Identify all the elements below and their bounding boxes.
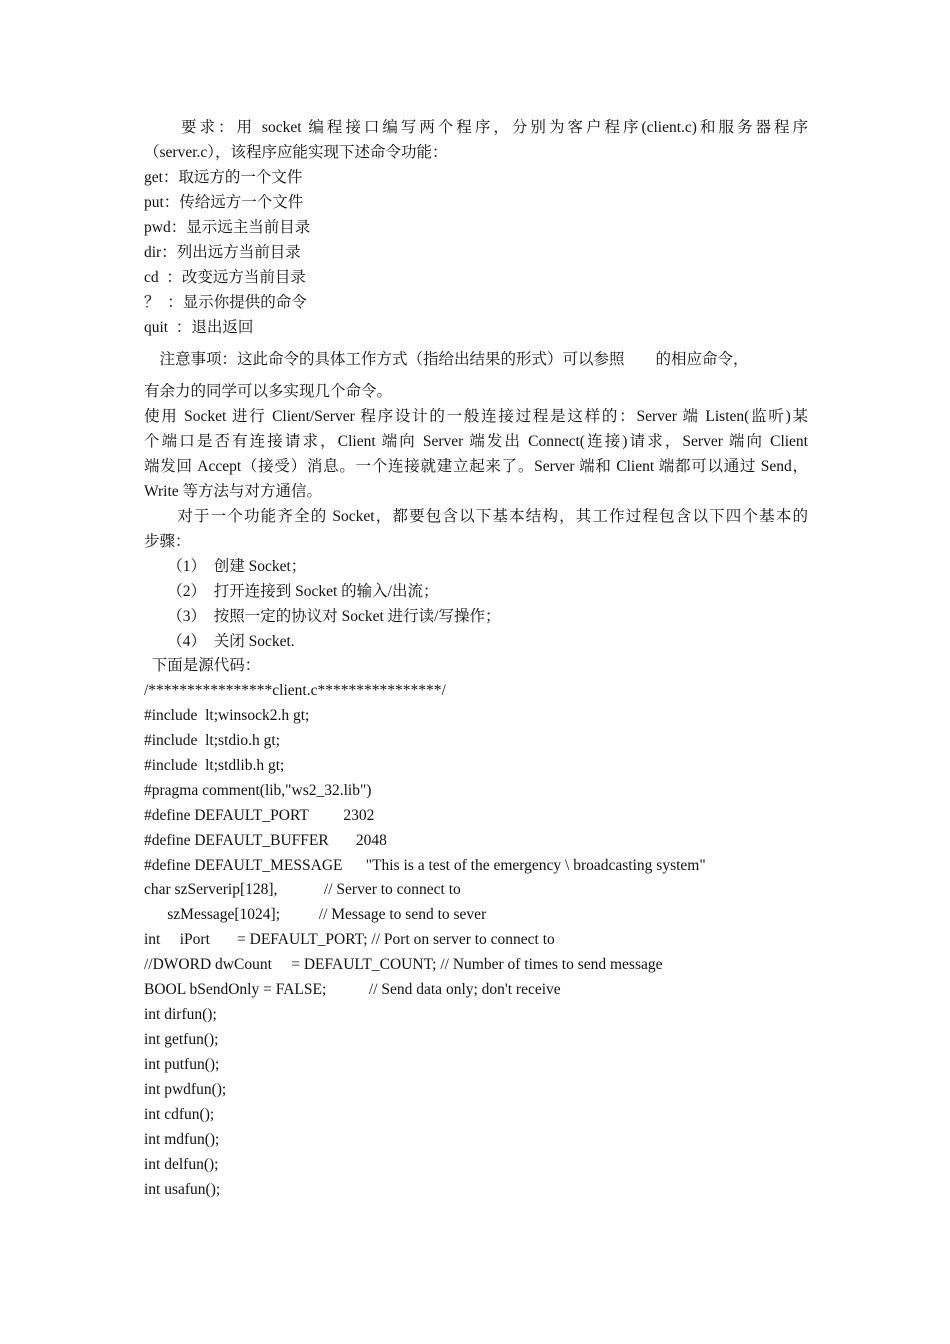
code-line: #include lt;stdio.h gt; [144,732,281,749]
command-put: put：传给远方一个文件 [144,194,304,211]
step-4: （4） 关闭 Socket. [144,633,295,650]
code-line: int cdfun(); [144,1106,215,1123]
source-intro: 下面是源代码： [144,657,261,674]
code-line: char szServerip[128], // Server to connect to [144,881,461,898]
code-line: #define DEFAULT_BUFFER 2048 [144,832,387,849]
socket-desc-line-4: Write 等方法与对方通信。 [144,483,323,500]
code-line: szMessage[1024]; // Message to send to sever [144,906,487,923]
step-2: （2） 打开连接到 Socket 的输入/出流； [144,583,439,600]
code-line: /****************client.c****************/ [144,682,446,699]
structure-line-1: 对于一个功能齐全的 Socket，都要包含以下基本结构，其工作过程包含以下四个基本的 [144,508,808,525]
code-line: #define DEFAULT_PORT 2302 [144,807,375,824]
code-line: int dirfun(); [144,1006,217,1023]
code-line: #pragma comment(lib,"ws2_32.lib") [144,782,372,799]
command-help: ？ ：显示你提供的命令 [144,294,307,311]
code-line: int delfun(); [144,1156,219,1173]
command-cd: cd ：改变远方当前目录 [144,269,306,286]
notice-line-1: 注意事项：这此命令的具体工作方式（指给出结果的形式）可以参照 的相应命令， [144,351,749,368]
code-line: BOOL bSendOnly = FALSE; // Send data only; don't receive [144,981,561,998]
step-1: （1） 创建 Socket； [144,558,307,575]
code-line: //DWORD dwCount = DEFAULT_COUNT; // Number of times to send message [144,956,663,973]
code-line: int usafun(); [144,1181,221,1198]
requirement-line-2: （server.c），该程序应能实现下述命令功能： [144,144,448,161]
command-quit: quit ：退出返回 [144,319,254,336]
command-pwd: pwd：显示远主当前目录 [144,219,311,236]
socket-desc-line-2: 个端口是否有连接请求，Client 端向 Server 端发出 Connect(连接)请求，Server 端向 Client [144,433,808,450]
socket-desc-line-1: 使用 Socket 进行 Client/Server 程序设计的一般连接过程是这样的：Server 端 Listen(监听)某 [144,408,808,425]
code-line: int iPort = DEFAULT_PORT; // Port on server to connect to [144,931,555,948]
code-line: #include lt;winsock2.h gt; [144,707,310,724]
step-3: （3） 按照一定的协议对 Socket 进行读/写操作； [144,608,501,625]
notice-line-2: 有余力的同学可以多实现几个命令。 [144,383,393,400]
socket-desc-line-3: 端发回 Accept（接受）消息。一个连接就建立起来了。Server 端和 Client 端都可以通过 Send， [144,458,808,475]
code-line: int getfun(); [144,1031,219,1048]
code-line: int mdfun(); [144,1131,220,1148]
code-line: #include lt;stdlib.h gt; [144,757,285,774]
code-line: int pwdfun(); [144,1081,227,1098]
code-line: int putfun(); [144,1056,220,1073]
code-line: #define DEFAULT_MESSAGE "This is a test of the emergency \ broadcasting system" [144,857,706,874]
command-get: get：取远方的一个文件 [144,169,303,186]
command-dir: dir：列出远方当前目录 [144,244,301,261]
requirement-line-1: 要求：用 socket 编程接口编写两个程序，分别为客户程序(client.c)和服务器程序 [144,119,808,136]
structure-line-2: 步骤： [144,533,191,550]
